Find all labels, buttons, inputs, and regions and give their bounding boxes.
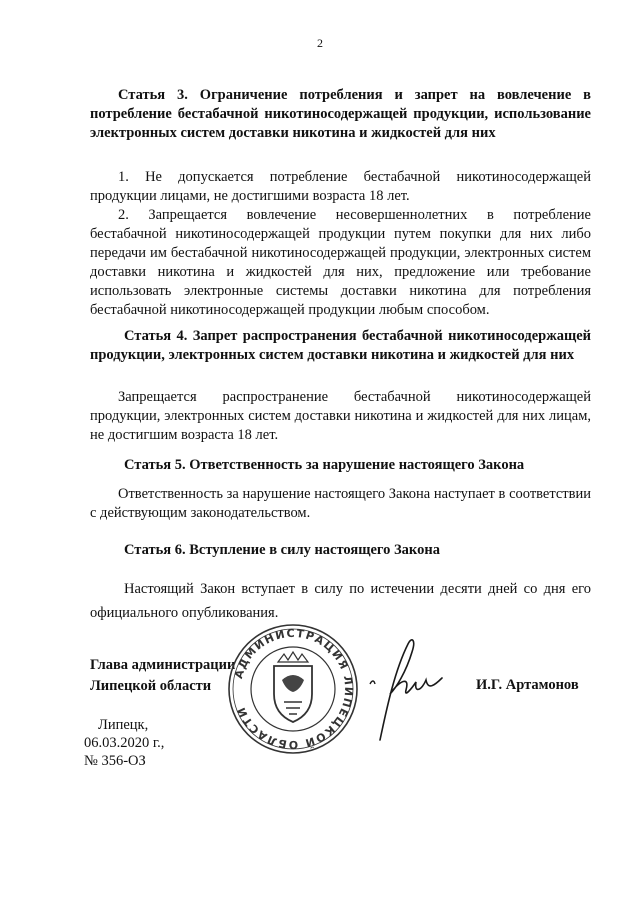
article-4-paragraph-1: Запрещается распространение бестабачной никотиносодержащей продукции, электронных систем доставки никотина и жидкостей для них лицам, не достигшим возраста 18 лет. [90,389,591,443]
article-6-heading: Статья 6. Вступление в силу настоящего Закона [124,542,440,558]
article-5-paragraph-1: Ответственность за нарушение настоящего Закона наступает в соответствии с действующим законодательством. [90,486,591,521]
article-3-paragraph-1: 1. Не допускается потребление бестабачной никотиносодержащей продукции лицами, не достигшими возраста 18 лет. [90,169,591,204]
signatory-title-line-2: Липецкой области [90,678,212,694]
article-3-paragraph-2: 2. Запрещается вовлечение несовершеннолетних в потребление бестабачной никотиносодержащей продукции путем покупки для них либо передачи им бестабачной никотиносодержащей продукции, электронных систем доставки никотина и жидкостей для них, предложение или требование использовать электронные системы доставки никотина для потребления бестабачной никотиносодержащей продукции любым способом. [90,207,591,318]
signatory-title-line-1: Глава администрации [90,657,236,673]
seal-text: АДМИНИСТРАЦИЯ ЛИПЕЦКОЙ ОБЛАСТИ [232,626,356,752]
handwritten-signature [366,632,446,742]
official-seal [226,622,360,756]
footer-block [84,716,164,770]
article-6-paragraph-1: Настоящий Закон вступает в силу по истечении десяти дней со дня его официального опубликования. [90,581,591,621]
article-3-heading: Статья 3. Ограничение потребления и запрет на вовлечение в потребление бестабачной никотиносодержащей продукции, использование электронных систем доставки никотина и жидкостей для них [90,87,591,141]
article-5-heading: Статья 5. Ответственность за нарушение настоящего Закона [124,457,525,473]
article-4-heading: Статья 4. Запрет распространения бестабачной никотиносодержащей продукции, электронных систем доставки никотина и жидкостей для них [90,328,591,363]
footer-number: № 356-ОЗ [84,753,146,769]
signatory-name: И.Г. Артамонов [476,677,579,693]
footer-date: 06.03.2020 г., [84,735,165,751]
page-number: 2 [317,36,323,50]
footer-city: Липецк, [98,717,149,733]
signatory-title [90,655,235,697]
